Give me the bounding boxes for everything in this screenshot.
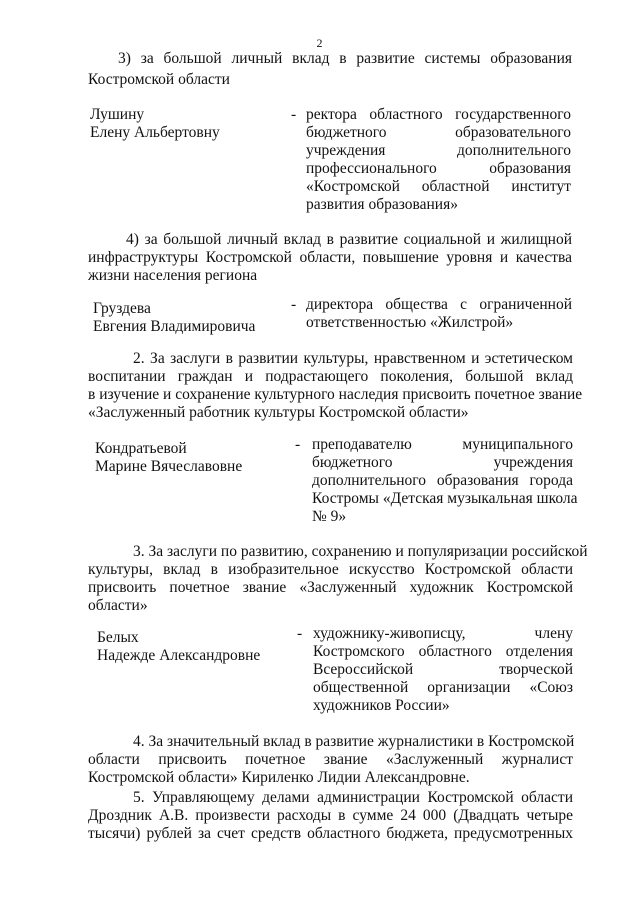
section-4-person-surname: Груздева bbox=[93, 300, 151, 317]
item-3-desc-5: художников России» bbox=[313, 697, 450, 714]
item-2-line-1: 2. За заслуги в развитии культуры, нравственном и эстетическом bbox=[133, 350, 573, 367]
item-3-person-name: Надежде Александровне bbox=[97, 647, 261, 664]
section-3-desc-5: «Костромской областной институт bbox=[306, 178, 571, 195]
section-4-line-2: инфраструктуры Костромской области, повышение уровня и качества bbox=[88, 249, 572, 266]
item-3-desc-4: общественной организации «Союз bbox=[313, 679, 573, 696]
page-number: 2 bbox=[316, 36, 323, 50]
item-2-desc-5: № 9» bbox=[312, 508, 347, 525]
section-3-line-1: 3) за большой личный вклад в развитие системы образования bbox=[118, 50, 572, 67]
item-3-person-surname: Белых bbox=[97, 629, 139, 646]
item-5-line-3: тысячи) рублей за счет средств областного бюджета, предусмотренных bbox=[88, 825, 573, 842]
item-2-desc-3: дополнительного образования города bbox=[312, 472, 573, 489]
section-3-desc-6: развития образования» bbox=[306, 196, 458, 213]
section-3-line-2: Костромской области bbox=[88, 71, 230, 88]
section-4-person-name: Евгения Владимировича bbox=[93, 318, 256, 335]
section-4-desc-1: директора общества с ограниченной bbox=[306, 296, 572, 313]
item-4-line-3: Костромской области» Кириленко Лидии Александровне. bbox=[88, 769, 470, 786]
item-3-line-4: области» bbox=[88, 597, 148, 614]
item-2-desc-2: бюджетного учреждения bbox=[312, 454, 573, 471]
section-4-line-3: жизни населения региона bbox=[88, 267, 258, 284]
item-3-desc-1: художнику-живописцу, члену bbox=[313, 625, 573, 642]
item-3-desc-2: Костромского областного отделения bbox=[313, 643, 573, 660]
item-3-line-2: культуры, вклад в изобразительное искусство Костромской области bbox=[88, 561, 573, 578]
section-3-dash: - bbox=[291, 106, 297, 123]
item-2-desc-4: Костромы «Детская музыкальная школа bbox=[312, 490, 578, 507]
item-2-person-name: Марине Вячеславовне bbox=[95, 458, 243, 475]
section-3-desc-3: учреждения дополнительного bbox=[306, 142, 571, 159]
item-5-line-2: Дроздник А.В. произвести расходы в сумме 24 000 (Двадцать четыре bbox=[88, 807, 573, 824]
item-3-line-1: 3. За заслуги по развитию, сохранению и популяризации российской bbox=[133, 543, 588, 560]
section-3-person-name: Елену Альбертовну bbox=[90, 124, 220, 141]
item-2-line-3: в изучение и сохранение культурного наследия присвоить почетное звание bbox=[88, 386, 583, 403]
item-2-line-2: воспитании граждан и подрастающего поколения, большой вклад bbox=[88, 368, 573, 385]
item-3-line-3: присвоить почетное звание «Заслуженный художник Костромской bbox=[88, 579, 573, 596]
item-4-line-2: области присвоить почетное звание «Заслуженный журналист bbox=[88, 751, 573, 768]
section-4-line-1: 4) за большой личный вклад в развитие социальной и жилищной bbox=[126, 231, 572, 248]
section-4-desc-2: ответственностью «Жилстрой» bbox=[306, 314, 514, 331]
item-3-desc-3: Всероссийской творческой bbox=[313, 661, 573, 678]
item-2-person-surname: Кондратьевой bbox=[95, 440, 187, 457]
item-2-line-4: «Заслуженный работник культуры Костромской области» bbox=[88, 404, 469, 421]
item-2-desc-1: преподавателю муниципального bbox=[312, 436, 573, 453]
item-2-dash: - bbox=[295, 436, 301, 453]
item-4-line-1: 4. За значительный вклад в развитие журналистики в Костромской bbox=[133, 733, 575, 750]
section-3-person-surname: Лушину bbox=[90, 106, 145, 123]
item-3-dash: - bbox=[297, 625, 303, 642]
section-3-desc-4: профессионального образования bbox=[306, 160, 571, 177]
item-5-line-1: 5. Управляющему делами администрации Костромской области bbox=[133, 789, 573, 806]
section-3-desc-1: ректора областного государственного bbox=[306, 106, 571, 123]
section-3-desc-2: бюджетного образовательного bbox=[306, 124, 571, 141]
section-4-dash: - bbox=[291, 296, 297, 313]
